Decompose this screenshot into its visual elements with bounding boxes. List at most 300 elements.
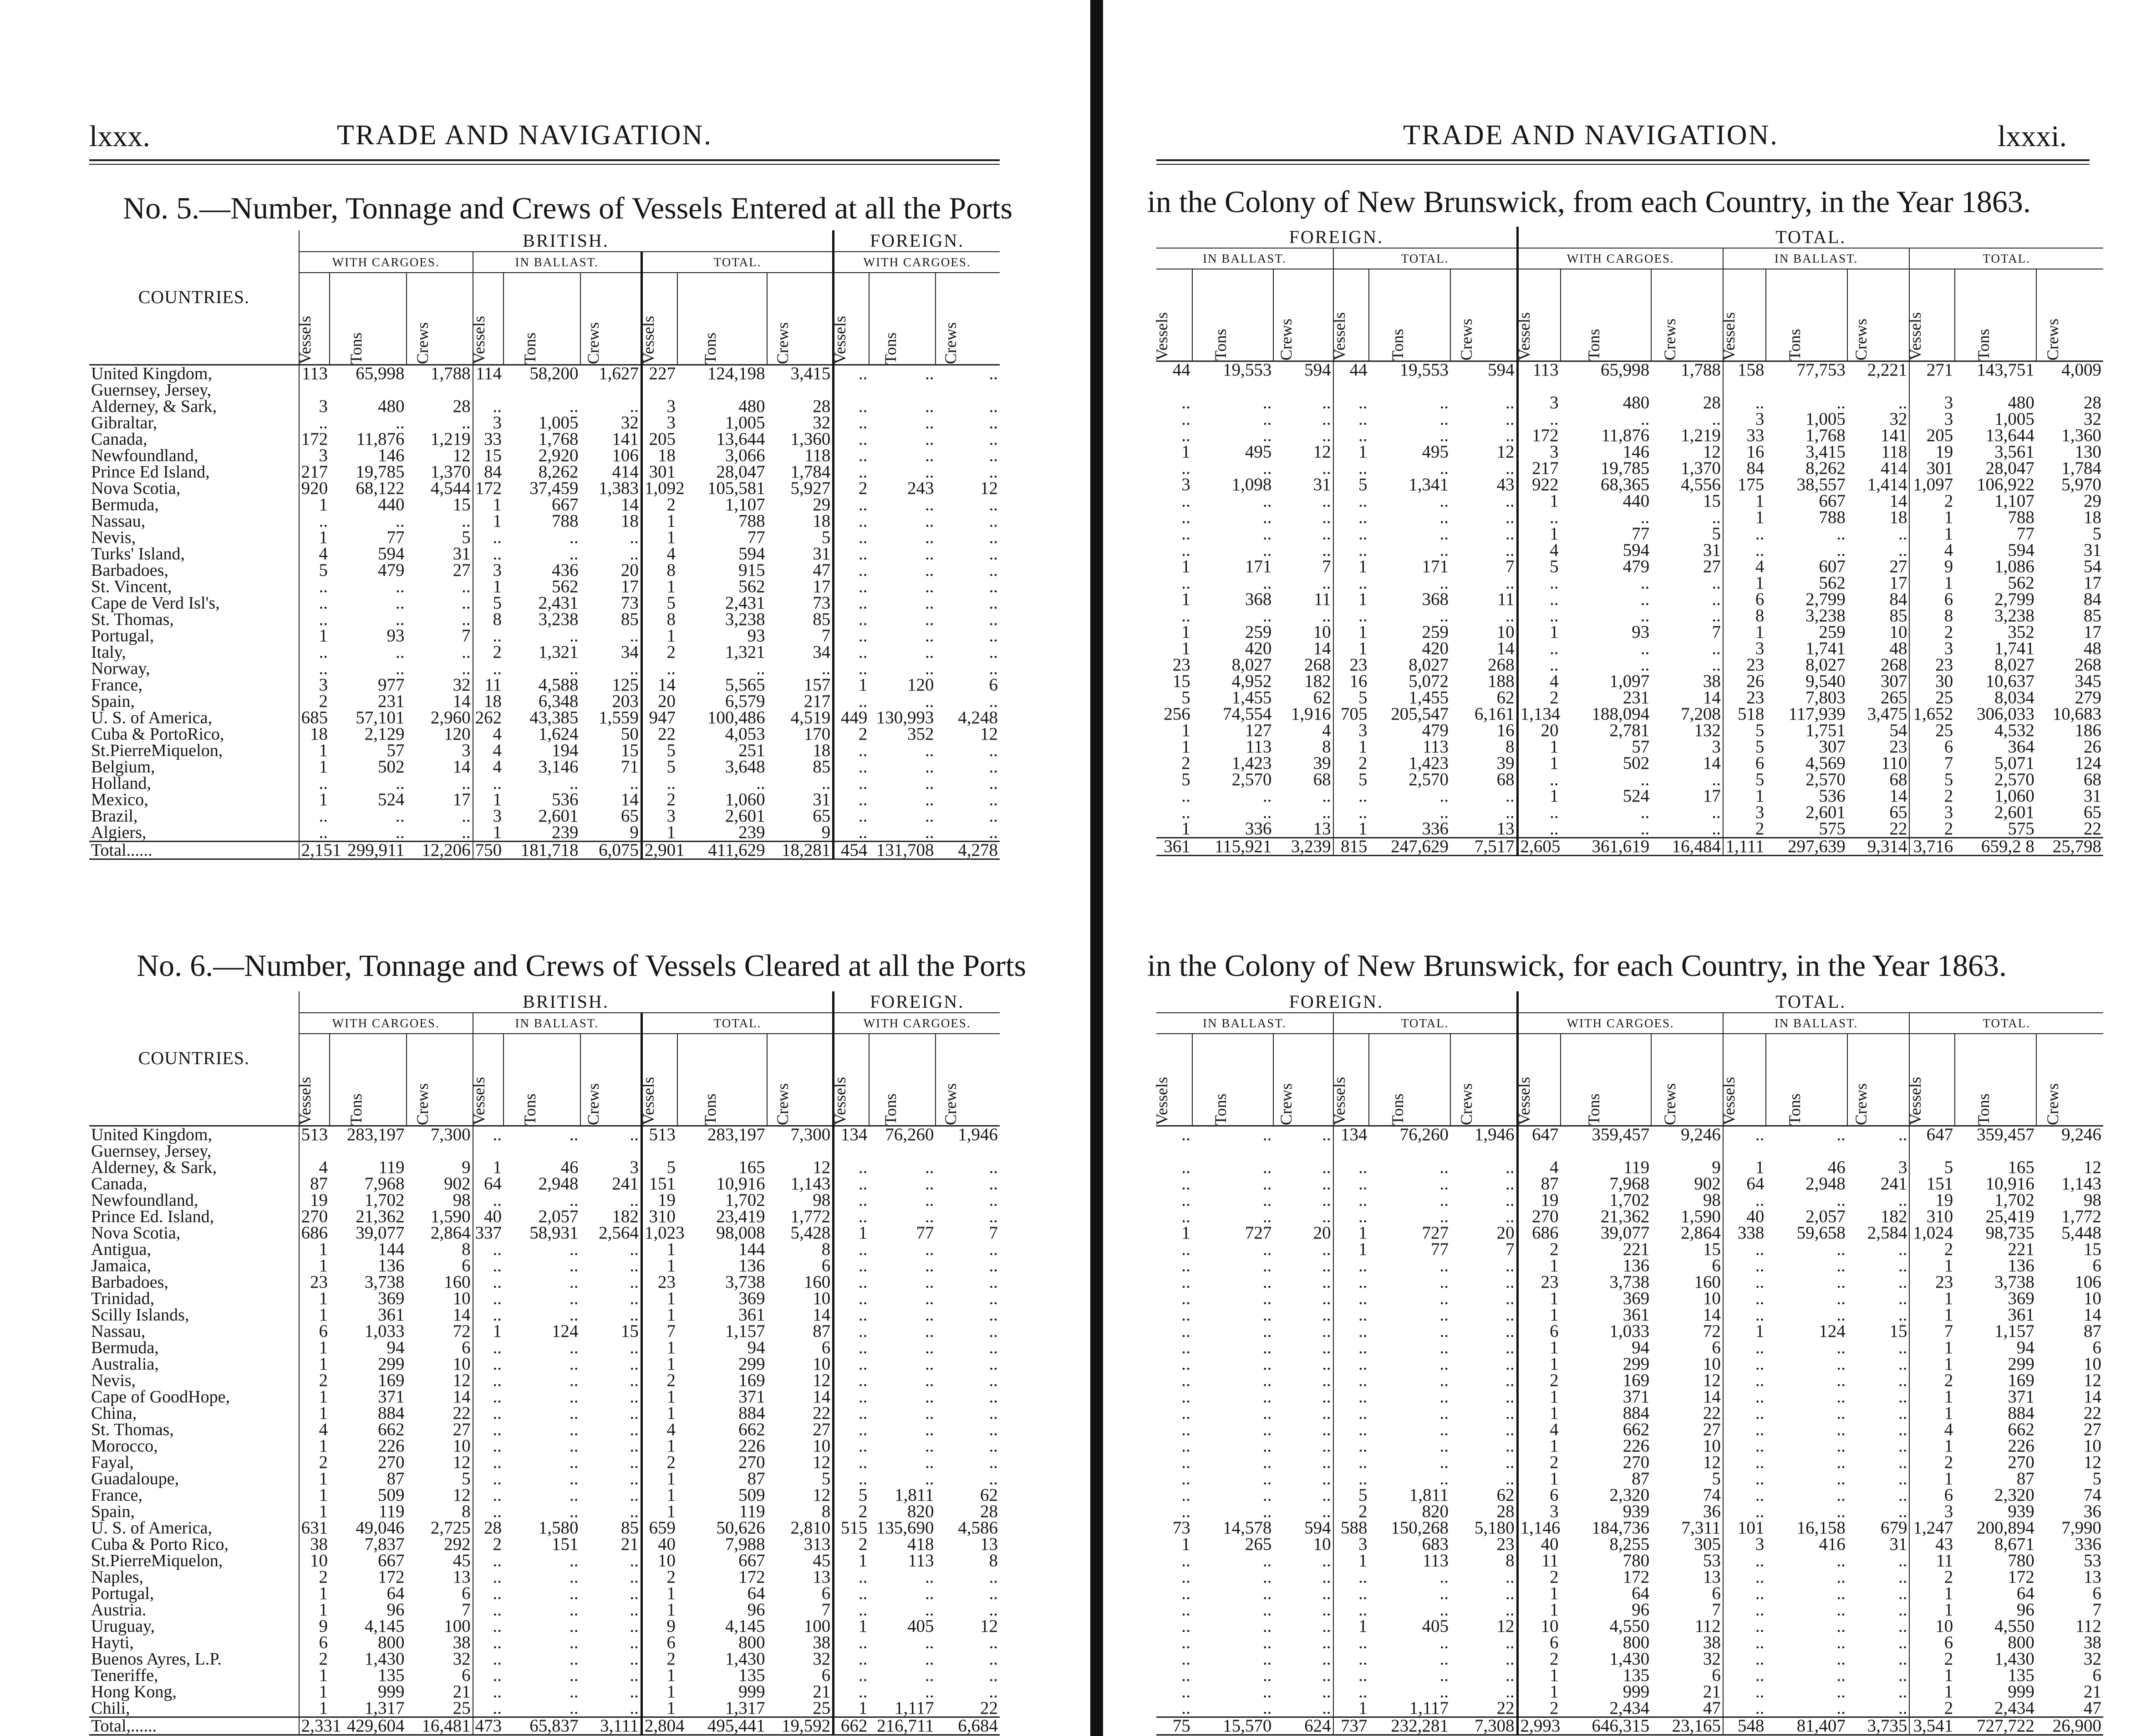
table-cell: 480 bbox=[1622, 393, 1650, 412]
table-cell: .. bbox=[925, 446, 934, 465]
table-cell: 11 bbox=[1314, 589, 1331, 609]
table-cell: 279 bbox=[2075, 688, 2101, 707]
table-row bbox=[89, 611, 1000, 628]
table-cell: 7,208 bbox=[1681, 704, 1721, 724]
table-row bbox=[89, 1290, 1000, 1307]
table-cell: 4 bbox=[473, 759, 503, 775]
table-cell: 182 bbox=[1880, 1207, 1907, 1226]
tab6-left-foreign-cargo-tons-header bbox=[869, 1034, 936, 1126]
table-cell: .. bbox=[1723, 1389, 1766, 1405]
table-cell: .. bbox=[1723, 1307, 1766, 1323]
table-cell: 127 bbox=[1245, 721, 1272, 740]
table-cell: .. bbox=[462, 593, 471, 613]
table-cell: 336 bbox=[1422, 819, 1449, 838]
table6-left bbox=[89, 991, 1000, 1736]
table-cell: 1,146 bbox=[1517, 1520, 1561, 1536]
country-name: Guernsey, Jersey, bbox=[91, 381, 212, 400]
table-cell: 454 bbox=[834, 842, 870, 859]
table-cell: .. bbox=[1333, 1176, 1369, 1192]
table-cell: .. bbox=[834, 1454, 870, 1471]
table-cell: 1,751 bbox=[1805, 721, 1846, 740]
table-cell: .. bbox=[1333, 526, 1369, 542]
table-cell: 1 bbox=[641, 628, 677, 644]
table-cell: .. bbox=[299, 644, 330, 660]
tab5-left-brit-total-vessels-header-label: Vessels bbox=[639, 316, 657, 364]
head-rule-right-thin bbox=[1156, 164, 2090, 165]
table-cell: 6 bbox=[1712, 1338, 1721, 1357]
table-row bbox=[89, 1340, 1000, 1356]
table-cell: 436 bbox=[552, 560, 579, 580]
table-cell: 631 bbox=[299, 1520, 330, 1536]
country-name: Guadaloupe, bbox=[91, 1469, 179, 1488]
table-cell: .. bbox=[1439, 1567, 1449, 1587]
table-cell: .. bbox=[1723, 1602, 1766, 1618]
table-cell: .. bbox=[1262, 1469, 1272, 1488]
tab6-right-total-cargo-crews-header-label: Crews bbox=[1661, 1083, 1679, 1125]
table-cell: 239 bbox=[738, 822, 765, 842]
table-cell: .. bbox=[989, 626, 998, 645]
table-cell: .. bbox=[1181, 1698, 1190, 1718]
table-cell: .. bbox=[989, 364, 998, 383]
table-cell: 1,811 bbox=[1409, 1485, 1449, 1505]
table-cell: .. bbox=[1836, 1371, 1846, 1390]
table-cell: 14 bbox=[1889, 786, 1907, 806]
table-cell: 87 bbox=[299, 1176, 330, 1192]
table-row bbox=[1156, 509, 2103, 526]
table-cell: .. bbox=[630, 1125, 639, 1144]
tab6-left-brit-ballast-crews-header bbox=[580, 1034, 642, 1126]
table-cell: .. bbox=[1439, 1420, 1449, 1439]
tab6-right-total-total-tons-header bbox=[1955, 1034, 2036, 1126]
table-cell: 5 bbox=[1333, 690, 1369, 706]
table-cell: 800 bbox=[1622, 1633, 1650, 1652]
table-row bbox=[89, 1585, 1000, 1602]
table-cell: 1 bbox=[1723, 788, 1766, 804]
table-cell: .. bbox=[1836, 393, 1846, 412]
table-cell: .. bbox=[473, 1602, 503, 1618]
table-cell: 4,278 bbox=[936, 842, 1000, 859]
table-cell: 14 bbox=[2084, 1387, 2101, 1406]
table-cell: .. bbox=[989, 773, 998, 793]
table-cell: .. bbox=[1181, 1649, 1190, 1669]
table-cell bbox=[1955, 1143, 2036, 1159]
country-name: Morocco, bbox=[91, 1437, 158, 1456]
table-cell: 26 bbox=[2084, 737, 2101, 756]
table-cell: 172 bbox=[473, 480, 503, 497]
table-cell: .. bbox=[299, 775, 330, 792]
table-cell: 17 bbox=[1889, 573, 1907, 593]
table-cell: 1,811 bbox=[895, 1485, 934, 1505]
table-cell: .. bbox=[1505, 573, 1515, 593]
table-cell: 12 bbox=[980, 1616, 998, 1636]
table-cell: 4 bbox=[299, 546, 330, 562]
table-cell: 7 bbox=[1712, 622, 1721, 642]
table-cell: 226 bbox=[2008, 1436, 2034, 1456]
table-cell: .. bbox=[989, 1272, 998, 1292]
table-cell: 7,988 bbox=[725, 1534, 765, 1554]
table-cell: 299 bbox=[738, 1354, 765, 1374]
table-cell: .. bbox=[925, 1305, 934, 1325]
table-cell: 8 bbox=[989, 1551, 998, 1570]
table-cell: .. bbox=[1322, 1157, 1331, 1177]
country-name: Barbadoes, bbox=[91, 1273, 168, 1292]
table-cell: 169 bbox=[378, 1371, 405, 1390]
table-cell: .. bbox=[834, 628, 870, 644]
table-cell: 647 bbox=[1517, 1126, 1561, 1143]
table-cell: .. bbox=[1322, 1256, 1331, 1275]
table-cell: .. bbox=[989, 1305, 998, 1325]
tab6-left-brit-cargo-crews-header-label: Crews bbox=[413, 1083, 432, 1125]
table-cell: .. bbox=[1505, 393, 1515, 412]
table-cell: .. bbox=[630, 1469, 639, 1488]
table-row bbox=[89, 1176, 1000, 1192]
table-cell: 646,315 bbox=[1561, 1717, 1652, 1735]
table-cell: 1,005 bbox=[725, 413, 765, 432]
table-cell: .. bbox=[1181, 524, 1190, 543]
table-cell: .. bbox=[473, 1700, 503, 1717]
table-cell: 2,221 bbox=[1867, 360, 1907, 380]
table-cell: .. bbox=[1517, 575, 1561, 591]
table-cell: 788 bbox=[552, 511, 579, 531]
table-cell: 18,281 bbox=[767, 842, 834, 859]
table-cell: .. bbox=[1640, 802, 1650, 822]
table-cell: .. bbox=[1836, 1387, 1846, 1406]
table-cell: 1,702 bbox=[725, 1190, 765, 1210]
table-cell: 65 bbox=[620, 806, 639, 826]
table-cell: 524 bbox=[1622, 786, 1650, 806]
table-cell: 4,550 bbox=[1609, 1616, 1650, 1636]
table-cell: 2 bbox=[641, 644, 677, 660]
table-row bbox=[89, 1471, 1000, 1487]
table-cell: .. bbox=[1262, 1633, 1272, 1652]
table-cell: .. bbox=[1505, 409, 1515, 429]
table-cell bbox=[1723, 378, 1766, 395]
table-row bbox=[1156, 1536, 2103, 1553]
table-cell: 85 bbox=[620, 1518, 639, 1538]
table-cell: .. bbox=[1333, 1340, 1369, 1356]
table-cell: 1 bbox=[1181, 622, 1190, 642]
table-cell: 780 bbox=[2008, 1551, 2034, 1570]
table-cell: .. bbox=[473, 1454, 503, 1471]
table-cell: 170 bbox=[803, 724, 831, 744]
table-cell: .. bbox=[1640, 770, 1650, 789]
table-cell: .. bbox=[925, 1321, 934, 1341]
table-cell: .. bbox=[925, 577, 934, 596]
table-cell: .. bbox=[1322, 1584, 1331, 1603]
table-cell: 10,683 bbox=[2052, 704, 2101, 724]
table-cell: 1 bbox=[1723, 1323, 1766, 1340]
table-cell: 1 bbox=[1517, 1684, 1561, 1700]
table-cell: .. bbox=[834, 808, 870, 824]
table-cell: 1,590 bbox=[1681, 1207, 1721, 1226]
table-cell: .. bbox=[1262, 786, 1272, 806]
table-cell: .. bbox=[1333, 1421, 1369, 1438]
table-cell: 10 bbox=[813, 1289, 831, 1308]
table-cell: .. bbox=[925, 741, 934, 760]
table-cell: 32 bbox=[2084, 409, 2101, 429]
table-cell: 440 bbox=[1622, 491, 1650, 511]
table-cell: 4,550 bbox=[1994, 1616, 2034, 1636]
table-row bbox=[1156, 821, 2103, 838]
table-cell: 6 bbox=[821, 1256, 831, 1275]
table-cell: 39 bbox=[1496, 753, 1515, 773]
table-cell: 1,772 bbox=[790, 1207, 831, 1226]
table-cell: .. bbox=[1439, 524, 1449, 543]
table-cell: 12 bbox=[1496, 1616, 1515, 1636]
table-cell: .. bbox=[473, 398, 503, 415]
table-cell: 4 bbox=[641, 1421, 677, 1438]
table-cell: 8,027 bbox=[1409, 655, 1449, 675]
table-cell: .. bbox=[1505, 508, 1515, 527]
table-cell: .. bbox=[925, 1649, 934, 1669]
table-cell: 14 bbox=[453, 757, 471, 777]
table-cell: .. bbox=[570, 1190, 579, 1210]
tab5-left-british-total-header: TOTAL. bbox=[641, 252, 833, 273]
table-cell: .. bbox=[1836, 1633, 1846, 1652]
table-cell: 1 bbox=[1909, 1438, 1955, 1454]
table-cell: 2,601 bbox=[1805, 802, 1846, 822]
table-cell: 361 bbox=[1156, 838, 1192, 856]
tab5-left-countries-header: COUNTRIES. bbox=[89, 230, 299, 365]
table-cell: 7 bbox=[1505, 1239, 1515, 1259]
table-cell: .. bbox=[1333, 1389, 1369, 1405]
table-cell: .. bbox=[1517, 509, 1561, 526]
table-cell: 27 bbox=[1889, 557, 1907, 576]
table-cell: 13 bbox=[813, 1567, 831, 1587]
table-cell: 2 bbox=[1333, 1503, 1369, 1520]
table-cell: .. bbox=[1333, 493, 1369, 509]
table-cell: 38 bbox=[813, 1633, 831, 1652]
table-cell: .. bbox=[570, 1567, 579, 1587]
table-row bbox=[89, 398, 1000, 415]
tab5-left-foreign-cargo-tons-header-label: Tons bbox=[881, 332, 900, 364]
table-cell: 6 bbox=[1712, 1665, 1721, 1685]
table-cell: 36 bbox=[1703, 1502, 1721, 1521]
table-cell: 1 bbox=[641, 1356, 677, 1372]
table-cell: 112 bbox=[2075, 1616, 2101, 1636]
table-cell: .. bbox=[989, 1207, 998, 1226]
tab6-left-foreign-with-cargoes-header: WITH CARGOES. bbox=[834, 1013, 1000, 1034]
table5-left bbox=[89, 230, 1000, 860]
table-cell: 1 bbox=[641, 1241, 677, 1258]
table-cell: 368 bbox=[1422, 589, 1449, 609]
table-cell: 1 bbox=[834, 1553, 870, 1569]
table-cell: 31 bbox=[1889, 1534, 1907, 1554]
table-cell: 12 bbox=[2084, 1157, 2101, 1177]
table-cell: 1,590 bbox=[430, 1207, 471, 1226]
table-cell: .. bbox=[1505, 1420, 1515, 1439]
table-cell: .. bbox=[925, 1207, 934, 1226]
country-name: Brazil, bbox=[91, 807, 138, 826]
running-head-right: TRADE AND NAVIGATION. bbox=[1403, 120, 1779, 151]
table-cell: 902 bbox=[1694, 1174, 1721, 1193]
table-cell: 2 bbox=[1909, 1700, 1955, 1717]
table-cell: .. bbox=[1181, 426, 1190, 445]
table-cell: 1,741 bbox=[1805, 639, 1846, 658]
table-row bbox=[89, 775, 1000, 792]
table-cell: .. bbox=[1322, 1371, 1331, 1390]
table-cell: 3 bbox=[630, 1157, 639, 1177]
table-cell: .. bbox=[1723, 1258, 1766, 1274]
tab5-left-brit-ballast-tons-header-label: Tons bbox=[520, 332, 539, 364]
table-cell: 169 bbox=[738, 1371, 765, 1390]
table-cell: .. bbox=[1723, 1421, 1766, 1438]
table-cell: 369 bbox=[738, 1289, 765, 1308]
table-cell: .. bbox=[570, 1256, 579, 1275]
table-cell: 999 bbox=[738, 1682, 765, 1701]
table-cell: .. bbox=[1723, 1372, 1766, 1389]
table-cell: 20 bbox=[641, 693, 677, 710]
table-cell: 33 bbox=[1723, 427, 1766, 444]
table-cell: .. bbox=[1723, 1192, 1766, 1208]
table-cell: 6 bbox=[989, 675, 998, 695]
country-name: Nevis, bbox=[91, 528, 136, 547]
table-cell: 131,708 bbox=[869, 842, 936, 859]
table-cell: 6,075 bbox=[580, 842, 642, 859]
table-cell bbox=[1847, 1143, 1910, 1159]
table-cell: 5 bbox=[641, 1159, 677, 1176]
table-cell: 15 bbox=[2084, 1239, 2101, 1259]
table-cell: .. bbox=[630, 1272, 639, 1292]
table-cell: 23 bbox=[1517, 1274, 1561, 1290]
table-row bbox=[1156, 1405, 2103, 1421]
table-cell: .. bbox=[1505, 1305, 1515, 1325]
table-cell bbox=[936, 382, 1000, 398]
table-cell: 14 bbox=[1703, 753, 1721, 773]
tab5-right-foreign-ballast-vessels-header-label: Vessels bbox=[1153, 312, 1171, 360]
table-cell: .. bbox=[1333, 788, 1369, 804]
table-cell: 98,735 bbox=[1985, 1223, 2034, 1243]
table-cell: 38 bbox=[453, 1633, 471, 1652]
table-cell: .. bbox=[630, 1305, 639, 1325]
table-cell: .. bbox=[925, 1371, 934, 1390]
table-cell: .. bbox=[570, 1452, 579, 1472]
table-cell: 1 bbox=[834, 1618, 870, 1634]
table-cell: 231 bbox=[378, 691, 405, 711]
country-name: Newfoundland, bbox=[91, 1191, 198, 1210]
table-cell: 73 bbox=[813, 593, 831, 613]
tab5-left-brit-ballast-vessels-header bbox=[469, 273, 503, 365]
table-cell: 10,916 bbox=[716, 1174, 765, 1193]
table-cell: .. bbox=[989, 1239, 998, 1259]
country-name: Alderney, & Sark, bbox=[91, 397, 217, 416]
table-row bbox=[89, 1307, 1000, 1323]
table-cell: .. bbox=[1439, 1436, 1449, 1456]
table-cell: 96 bbox=[747, 1600, 765, 1619]
table-cell: 1 bbox=[299, 1471, 330, 1487]
table-cell: 2 bbox=[834, 1536, 870, 1553]
table-cell bbox=[580, 382, 642, 398]
table-cell: 4,145 bbox=[364, 1616, 405, 1636]
table-cell: 2,960 bbox=[430, 708, 471, 727]
table-row bbox=[1156, 1340, 2103, 1356]
table-cell: .. bbox=[1439, 1633, 1449, 1652]
table-cell: 73 bbox=[620, 593, 639, 613]
table-cell: 73 bbox=[1172, 1518, 1190, 1538]
table-cell: .. bbox=[1836, 1698, 1846, 1718]
table-cell: .. bbox=[1262, 1551, 1272, 1570]
table-cell: 12 bbox=[980, 724, 998, 744]
table-cell: 23,165 bbox=[1651, 1717, 1723, 1735]
table-cell: .. bbox=[1439, 1387, 1449, 1406]
table-cell: .. bbox=[925, 1633, 934, 1652]
table-cell: .. bbox=[630, 544, 639, 563]
table-cell: 32 bbox=[813, 1649, 831, 1669]
table-cell: 8 bbox=[462, 1502, 471, 1521]
table-cell: 25 bbox=[1909, 722, 1955, 739]
table-cell: .. bbox=[1723, 1700, 1766, 1717]
table-row bbox=[1156, 1307, 2103, 1323]
table-cell: 98 bbox=[2084, 1190, 2101, 1210]
table-cell: 12 bbox=[1703, 1371, 1721, 1390]
table-cell bbox=[1450, 1143, 1517, 1159]
table-cell: 43,385 bbox=[529, 708, 579, 727]
tab6-left-brit-total-vessels-header-label: Vessels bbox=[639, 1077, 657, 1125]
table-cell: .. bbox=[1439, 393, 1449, 412]
table-cell: 5 bbox=[641, 759, 677, 775]
table-cell: 17 bbox=[453, 790, 471, 809]
table-cell: 575 bbox=[2008, 819, 2034, 838]
table-cell: 12,206 bbox=[407, 842, 473, 859]
table-cell: 76,260 bbox=[885, 1125, 934, 1144]
tab6-left-foreign-cargo-crews-header-label: Crews bbox=[941, 1083, 960, 1125]
table-cell: 2,948 bbox=[1805, 1174, 1846, 1193]
table-cell: 5 bbox=[1723, 772, 1766, 788]
table-cell: .. bbox=[1322, 1272, 1331, 1292]
table-cell: 136 bbox=[738, 1256, 765, 1275]
table-cell: .. bbox=[925, 495, 934, 514]
table-cell: 7 bbox=[1505, 557, 1515, 576]
table-cell: 12 bbox=[813, 1452, 831, 1472]
table-cell: 12 bbox=[453, 1452, 471, 1472]
table-cell: .. bbox=[1322, 1600, 1331, 1619]
table-cell: .. bbox=[1836, 1682, 1846, 1701]
table-cell: 6,579 bbox=[725, 691, 765, 711]
table-cell: 3 bbox=[462, 741, 471, 760]
table-cell: 119 bbox=[1623, 1157, 1650, 1177]
table-cell: .. bbox=[834, 1274, 870, 1290]
table-cell: 5 bbox=[1712, 524, 1721, 543]
table-cell: 19,592 bbox=[767, 1717, 834, 1735]
table-row bbox=[1156, 395, 2103, 411]
table-cell: 1 bbox=[641, 1684, 677, 1700]
table-cell: .. bbox=[1333, 1258, 1369, 1274]
table-cell: 65,837 bbox=[503, 1717, 580, 1735]
table-row bbox=[1156, 1421, 2103, 1438]
table-cell: 7,990 bbox=[2061, 1518, 2101, 1538]
table-cell: .. bbox=[925, 528, 934, 547]
table-row bbox=[1156, 444, 2103, 460]
table-cell: .. bbox=[570, 528, 579, 547]
table-cell: .. bbox=[630, 396, 639, 416]
table-cell: .. bbox=[1181, 409, 1190, 429]
table-cell: 662 bbox=[1622, 1420, 1650, 1439]
table-cell: 20 bbox=[1517, 722, 1561, 739]
table-cell: 1 bbox=[1517, 526, 1561, 542]
table-cell: 301 bbox=[641, 464, 677, 480]
table-cell: 2,901 bbox=[641, 842, 677, 859]
table-cell: .. bbox=[989, 691, 998, 711]
country-name: Buenos Ayres, L.P. bbox=[91, 1650, 222, 1669]
table-cell: 146 bbox=[1622, 442, 1650, 462]
table-cell: .. bbox=[1505, 1633, 1515, 1652]
table-cell bbox=[767, 382, 834, 398]
tab6-right-total-cargo-vessels-header-label: Vessels bbox=[1515, 1077, 1533, 1125]
table-cell: .. bbox=[1723, 526, 1766, 542]
table-cell: .. bbox=[1262, 1584, 1272, 1603]
table-cell: 65,998 bbox=[356, 364, 405, 383]
table-cell: 1,023 bbox=[641, 1225, 677, 1241]
